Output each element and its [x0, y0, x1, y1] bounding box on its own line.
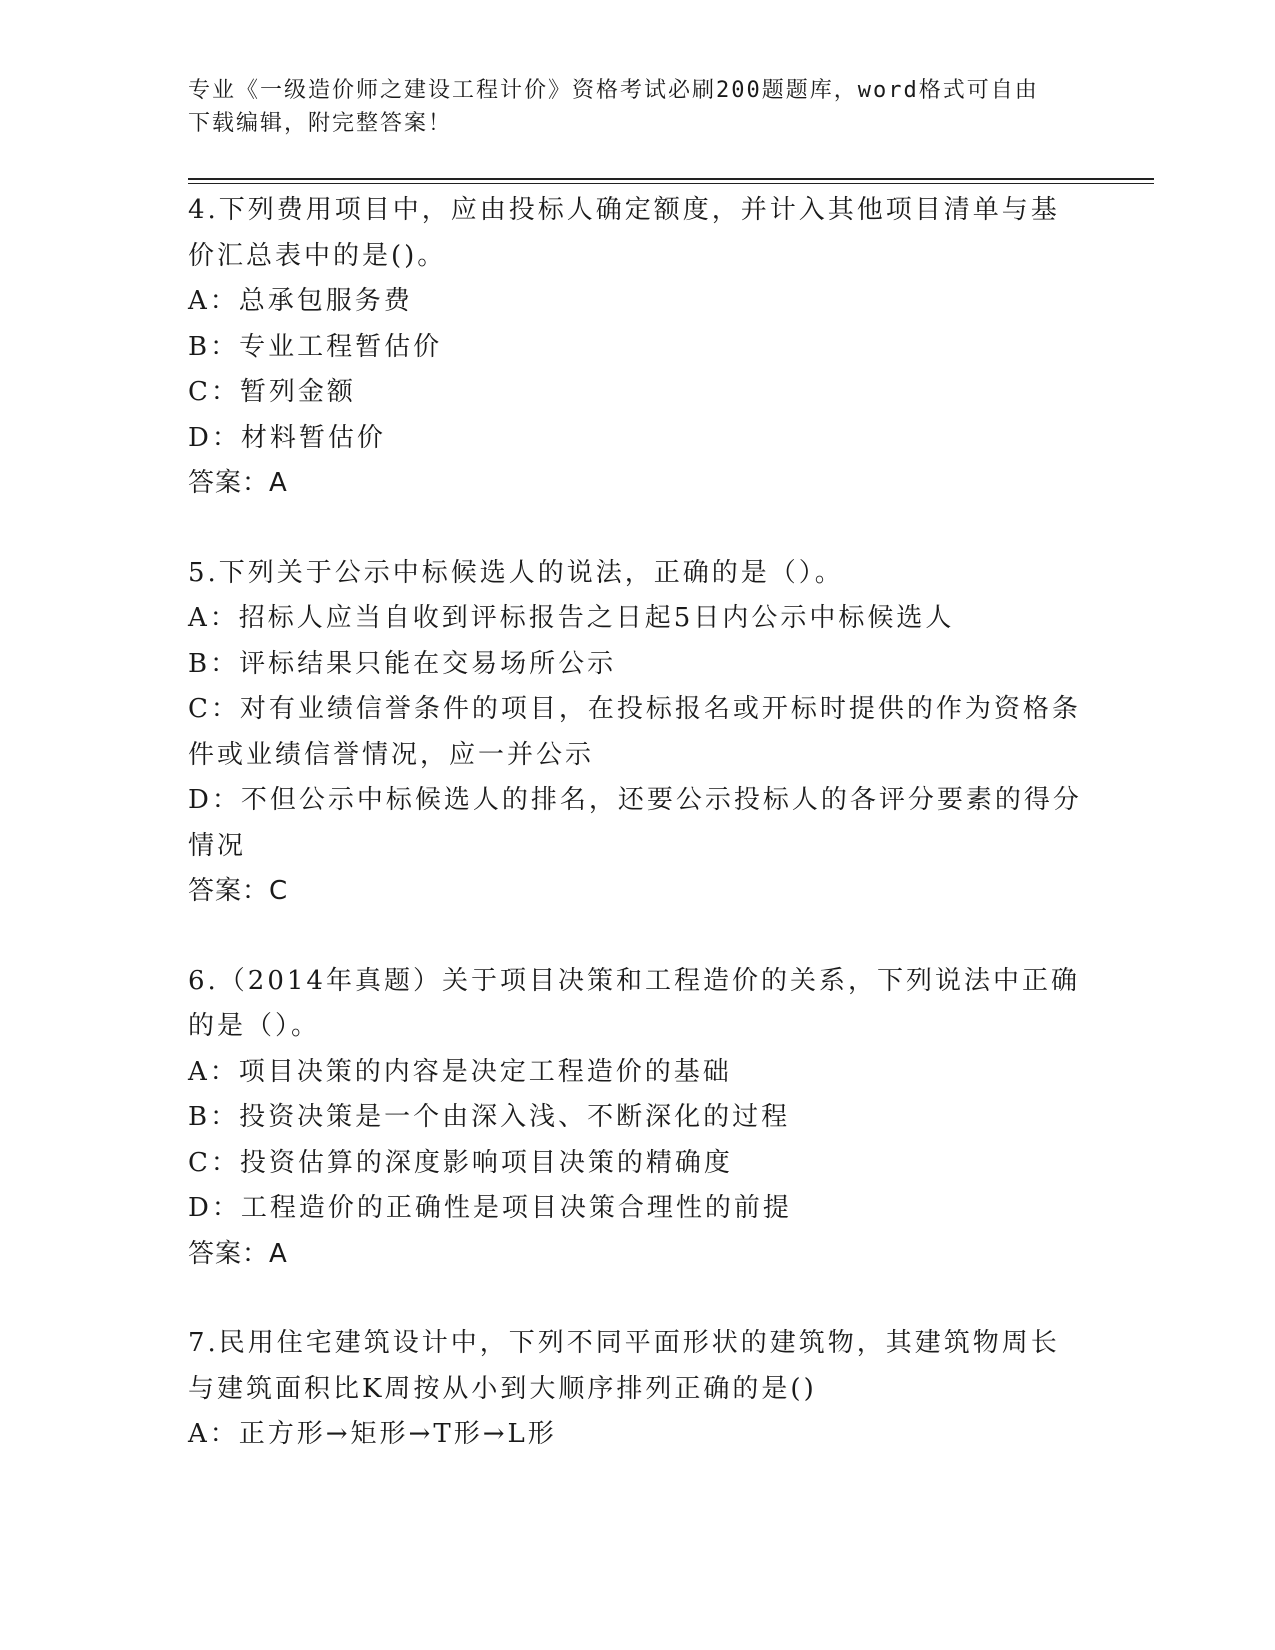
- answer: 答案：A: [188, 468, 288, 498]
- option-d: D：材料暂估价: [188, 422, 386, 453]
- option-b: B：评标结果只能在交易场所公示: [188, 648, 617, 679]
- option-c: C：对有业绩信誉条件的项目，在投标报名或开标时提供的作为资格条件或业绩信誉情况，应一并公示: [188, 694, 1081, 770]
- answer: 答案：C: [188, 876, 289, 906]
- question-7: [188, 1321, 1088, 1458]
- document-header: [188, 74, 1068, 140]
- option-b: B：专业工程暂估价: [188, 331, 443, 362]
- answer: 答案：A: [188, 1238, 288, 1269]
- question-text: 4.下列费用项目中，应由投标人确定额度，并计入其他项目清单与基价汇总表中的是()。: [188, 195, 1060, 271]
- option-c: C：投资估算的深度影响项目决策的精确度: [188, 1147, 733, 1178]
- option-a: A：项目决策的内容是决定工程造价的基础: [188, 1056, 732, 1087]
- question-4: [188, 188, 1088, 507]
- question-list: [188, 188, 1088, 1502]
- header-line-1: 专业《一级造价师之建设工程计价》资格考试必刷200题题库，word格式可自由: [188, 78, 1039, 103]
- option-a: A：总承包服务费: [188, 286, 413, 316]
- option-d: D：工程造价的正确性是项目决策合理性的前提: [188, 1193, 792, 1223]
- question-6: [188, 959, 1088, 1278]
- question-text: 6.（2014年真题）关于项目决策和工程造价的关系，下列说法中正确的是（）。: [188, 965, 1080, 1041]
- option-a: A：招标人应当自收到评标报告之日起5日内公示中标候选人: [188, 603, 955, 633]
- header-divider-thick: [188, 178, 1154, 180]
- option-c: C：暂列金额: [188, 377, 356, 407]
- question-text: 5.下列关于公示中标候选人的说法，正确的是（）。: [188, 557, 844, 588]
- option-d: D：不但公示中标候选人的排名，还要公示投标人的各评分要素的得分情况: [188, 785, 1082, 861]
- header-divider-thin: [188, 183, 1154, 184]
- question-5: [188, 551, 1088, 915]
- option-b: B：投资决策是一个由深入浅、不断深化的过程: [188, 1102, 791, 1132]
- question-text: 7.民用住宅建筑设计中，下列不同平面形状的建筑物，其建筑物周长与建筑面积比K周按从小到大顺序排列正确的是(): [188, 1328, 1060, 1404]
- header-line-2: 下载编辑，附完整答案！: [188, 111, 453, 136]
- option-a: A：正方形→矩形→T形→L形: [188, 1419, 557, 1449]
